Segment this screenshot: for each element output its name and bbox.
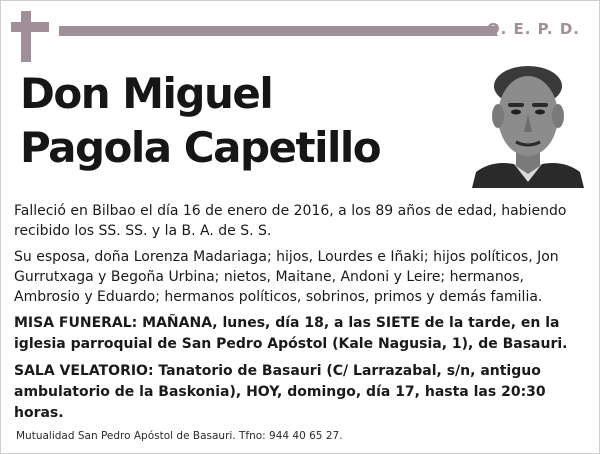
family-paragraph: Su esposa, doña Lorenza Madariaga; hijos, Lourdes e Iñaki; hijos políticos, Jon Gurrutxaga y Begoña Urbina; nietos, Maitane, Andoni y Leire; hermanos, Ambrosio y Eduardo; hermanos políticos, sobrinos, primos y demás familia. — [14, 249, 559, 305]
qepd-label: Q. E. P. D. — [486, 20, 580, 38]
portrait-photo — [472, 60, 584, 188]
name-line-2: Pagola Capetillo — [20, 123, 381, 172]
death-paragraph: Falleció en Bilbao el día 16 de enero de 2016, a los 89 años de edad, habiendo recibido los SS. SS. y la B. A. de S. S. — [14, 203, 567, 239]
header-bar — [59, 26, 497, 36]
cross-icon-horizontal — [11, 22, 49, 32]
deceased-name — [20, 67, 450, 175]
notice-body — [14, 201, 586, 430]
cross-icon-vertical — [21, 11, 31, 62]
funeral-paragraph: MISA FUNERAL: MAÑANA, lunes, día 18, a las SIETE de la tarde, en la iglesia parroquial de San Pedro Apóstol (Kale Nagusia, 1), de Basauri. — [14, 315, 568, 352]
footer-text: Mutualidad San Pedro Apóstol de Basauri. Tfno: 944 40 65 27. — [16, 430, 343, 442]
wake-paragraph: SALA VELATORIO: Tanatorio de Basauri (C/ Larrazabal, s/n, antiguo ambulatorio de la Baskonia), HOY, domingo, día 17, hasta las 20:30 horas. — [14, 363, 546, 421]
name-line-1: Don Miguel — [20, 69, 273, 118]
